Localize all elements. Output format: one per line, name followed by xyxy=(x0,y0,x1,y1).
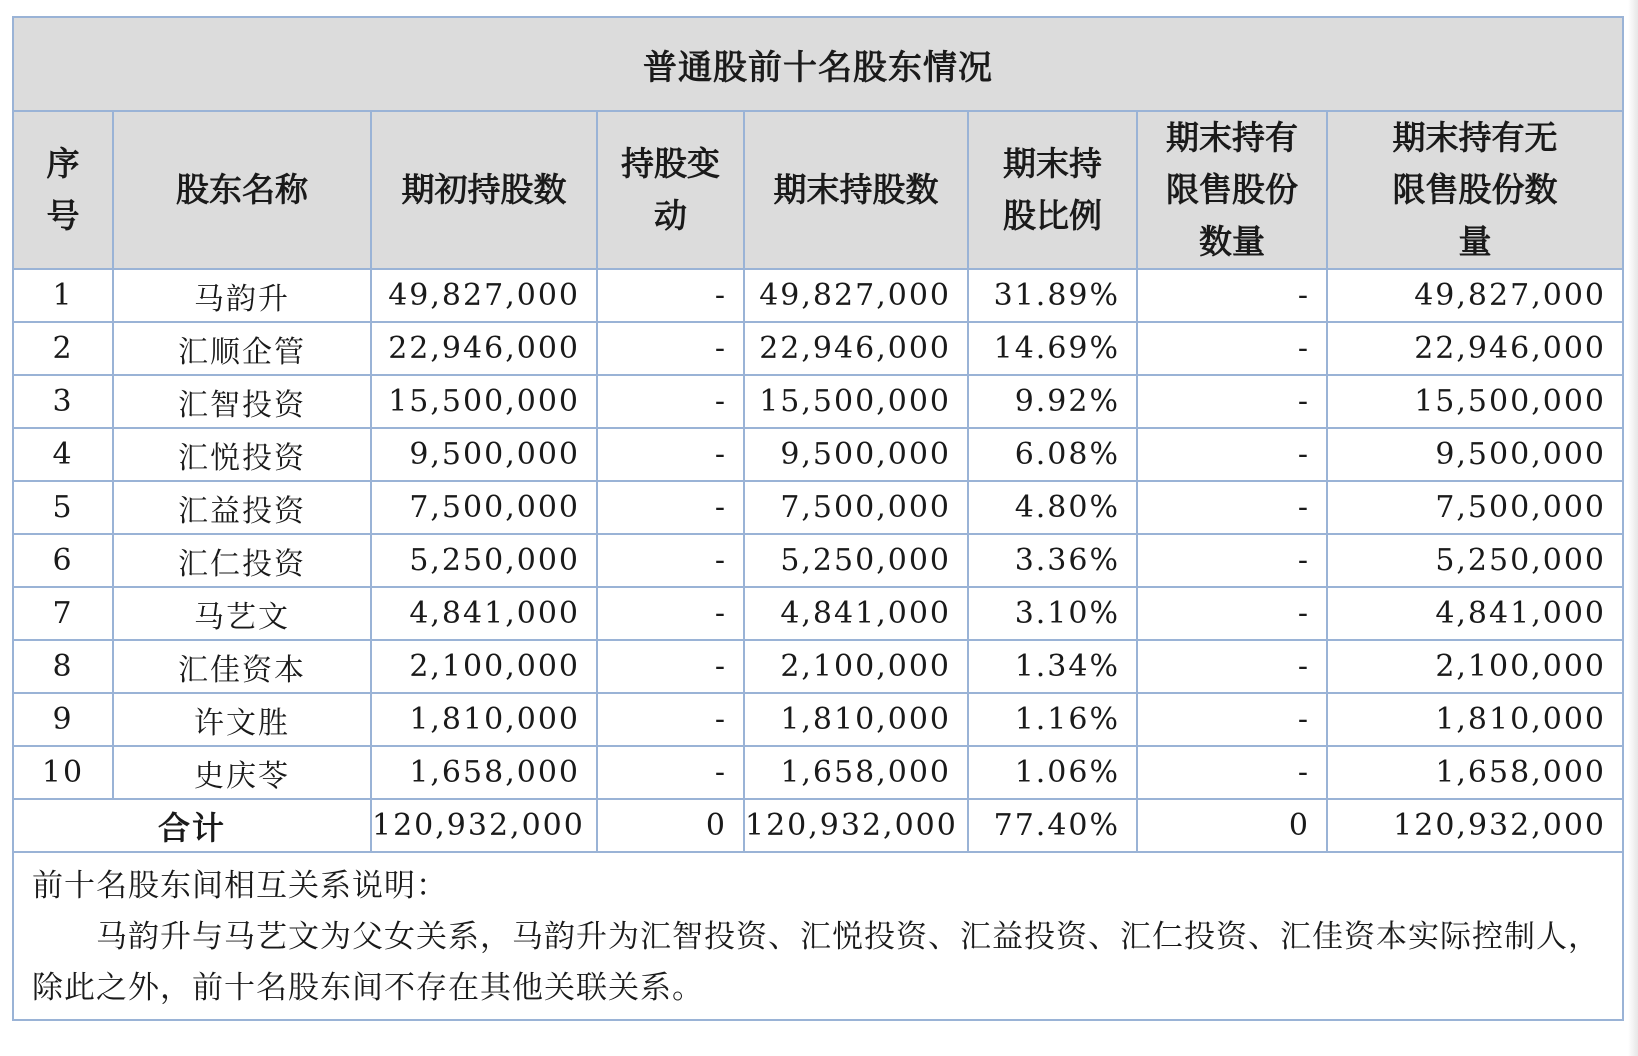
closing-shares: 2,100,000 xyxy=(744,640,968,693)
header-text: 期末持 xyxy=(1003,144,1102,183)
opening-shares: 15,500,000 xyxy=(371,375,597,428)
restricted-shares: - xyxy=(1137,481,1327,534)
share-change: - xyxy=(597,375,744,428)
total-closing: 120,932,000 xyxy=(744,799,968,852)
unrestricted-shares: 4,841,000 xyxy=(1327,587,1623,640)
table-row xyxy=(13,534,1623,587)
row-seq: 2 xyxy=(13,322,113,375)
header-text: 限售股份 xyxy=(1166,170,1298,209)
closing-shares: 15,500,000 xyxy=(744,375,968,428)
closing-shares: 49,827,000 xyxy=(744,269,968,322)
share-change: - xyxy=(597,428,744,481)
row-seq: 10 xyxy=(13,746,113,799)
unrestricted-shares: 15,500,000 xyxy=(1327,375,1623,428)
restricted-shares: - xyxy=(1137,693,1327,746)
header-text: 序 xyxy=(46,144,80,183)
total-opening: 120,932,000 xyxy=(371,799,597,852)
opening-shares: 9,500,000 xyxy=(371,428,597,481)
table-body xyxy=(13,269,1623,799)
holder-name: 马韵升 xyxy=(113,269,371,322)
table-title: 普通股前十名股东情况 xyxy=(13,17,1623,111)
holder-name: 汇佳资本 xyxy=(113,640,371,693)
header-row xyxy=(13,111,1623,269)
header-text: 持股变 xyxy=(621,144,720,183)
share-change: - xyxy=(597,693,744,746)
unrestricted-shares: 1,658,000 xyxy=(1327,746,1623,799)
row-seq: 1 xyxy=(13,269,113,322)
row-seq: 3 xyxy=(13,375,113,428)
shareholder-table-page xyxy=(12,16,1622,1021)
opening-shares: 7,500,000 xyxy=(371,481,597,534)
holder-name: 汇仁投资 xyxy=(113,534,371,587)
closing-ratio: 3.36% xyxy=(968,534,1137,587)
unrestricted-shares: 1,810,000 xyxy=(1327,693,1623,746)
share-change: - xyxy=(597,746,744,799)
note-body: 马韵升与马艺文为父女关系，马韵升为汇智投资、汇悦投资、汇益投资、汇仁投资、汇佳资本实际控制人，除此之外，前十名股东间不存在其他关联关系。 xyxy=(32,919,1600,1006)
share-change: - xyxy=(597,640,744,693)
header-text: 股比例 xyxy=(1003,196,1102,235)
closing-shares: 22,946,000 xyxy=(744,322,968,375)
header-share-change xyxy=(597,111,744,269)
table-row xyxy=(13,375,1623,428)
page-edge-shadow xyxy=(1628,0,1638,1056)
closing-shares: 9,500,000 xyxy=(744,428,968,481)
closing-shares: 4,841,000 xyxy=(744,587,968,640)
total-row xyxy=(13,799,1623,852)
share-change: - xyxy=(597,322,744,375)
unrestricted-shares: 9,500,000 xyxy=(1327,428,1623,481)
header-opening-shares xyxy=(371,111,597,269)
closing-shares: 1,658,000 xyxy=(744,746,968,799)
header-closing-shares xyxy=(744,111,968,269)
share-change: - xyxy=(597,481,744,534)
holder-name: 汇顺企管 xyxy=(113,322,371,375)
opening-shares: 1,658,000 xyxy=(371,746,597,799)
opening-shares: 4,841,000 xyxy=(371,587,597,640)
total-label: 合计 xyxy=(13,799,371,852)
table-row xyxy=(13,481,1623,534)
header-text: 期末持股数 xyxy=(773,170,939,209)
closing-ratio: 14.69% xyxy=(968,322,1137,375)
holder-name: 汇智投资 xyxy=(113,375,371,428)
restricted-shares: - xyxy=(1137,322,1327,375)
share-change: - xyxy=(597,587,744,640)
row-seq: 7 xyxy=(13,587,113,640)
opening-shares: 5,250,000 xyxy=(371,534,597,587)
header-text: 数量 xyxy=(1199,222,1265,261)
restricted-shares: - xyxy=(1137,269,1327,322)
header-closing-ratio xyxy=(968,111,1137,269)
table-row xyxy=(13,322,1623,375)
total-ratio: 77.40% xyxy=(968,799,1137,852)
table-row xyxy=(13,746,1623,799)
header-unrestricted-shares xyxy=(1327,111,1623,269)
row-seq: 4 xyxy=(13,428,113,481)
row-seq: 8 xyxy=(13,640,113,693)
total-restricted: 0 xyxy=(1137,799,1327,852)
restricted-shares: - xyxy=(1137,534,1327,587)
row-seq: 6 xyxy=(13,534,113,587)
opening-shares: 1,810,000 xyxy=(371,693,597,746)
holder-name: 马艺文 xyxy=(113,587,371,640)
unrestricted-shares: 5,250,000 xyxy=(1327,534,1623,587)
restricted-shares: - xyxy=(1137,375,1327,428)
total-change: 0 xyxy=(597,799,744,852)
closing-ratio: 4.80% xyxy=(968,481,1137,534)
top-ten-shareholders-table xyxy=(12,16,1624,1021)
closing-ratio: 1.16% xyxy=(968,693,1137,746)
closing-ratio: 9.92% xyxy=(968,375,1137,428)
closing-shares: 5,250,000 xyxy=(744,534,968,587)
note-row xyxy=(13,852,1623,1020)
opening-shares: 49,827,000 xyxy=(371,269,597,322)
header-seq xyxy=(13,111,113,269)
closing-ratio: 1.06% xyxy=(968,746,1137,799)
header-text: 号 xyxy=(46,196,80,235)
unrestricted-shares: 2,100,000 xyxy=(1327,640,1623,693)
closing-ratio: 3.10% xyxy=(968,587,1137,640)
header-holder-name xyxy=(113,111,371,269)
table-row xyxy=(13,428,1623,481)
restricted-shares: - xyxy=(1137,587,1327,640)
note-title: 前十名股东间相互关系说明： xyxy=(32,868,448,904)
share-change: - xyxy=(597,269,744,322)
unrestricted-shares: 7,500,000 xyxy=(1327,481,1623,534)
table-row xyxy=(13,587,1623,640)
header-restricted-shares xyxy=(1137,111,1327,269)
header-text: 限售股份数 xyxy=(1392,170,1558,209)
unrestricted-shares: 22,946,000 xyxy=(1327,322,1623,375)
table-row xyxy=(13,269,1623,322)
header-text: 股东名称 xyxy=(176,170,308,209)
total-unrestricted: 120,932,000 xyxy=(1327,799,1623,852)
table-row xyxy=(13,640,1623,693)
header-text: 量 xyxy=(1458,222,1492,261)
closing-shares: 1,810,000 xyxy=(744,693,968,746)
restricted-shares: - xyxy=(1137,746,1327,799)
share-change: - xyxy=(597,534,744,587)
holder-name: 汇益投资 xyxy=(113,481,371,534)
closing-ratio: 6.08% xyxy=(968,428,1137,481)
unrestricted-shares: 49,827,000 xyxy=(1327,269,1623,322)
row-seq: 9 xyxy=(13,693,113,746)
opening-shares: 22,946,000 xyxy=(371,322,597,375)
holder-name: 史庆苓 xyxy=(113,746,371,799)
closing-ratio: 31.89% xyxy=(968,269,1137,322)
closing-ratio: 1.34% xyxy=(968,640,1137,693)
table-row xyxy=(13,693,1623,746)
header-text: 期末持有无 xyxy=(1392,118,1558,157)
relationship-note xyxy=(13,852,1623,1020)
holder-name: 许文胜 xyxy=(113,693,371,746)
restricted-shares: - xyxy=(1137,640,1327,693)
restricted-shares: - xyxy=(1137,428,1327,481)
holder-name: 汇悦投资 xyxy=(113,428,371,481)
header-text: 动 xyxy=(654,196,687,235)
closing-shares: 7,500,000 xyxy=(744,481,968,534)
row-seq: 5 xyxy=(13,481,113,534)
header-text: 期末持有 xyxy=(1166,118,1298,157)
opening-shares: 2,100,000 xyxy=(371,640,597,693)
header-text: 期初持股数 xyxy=(401,170,567,209)
